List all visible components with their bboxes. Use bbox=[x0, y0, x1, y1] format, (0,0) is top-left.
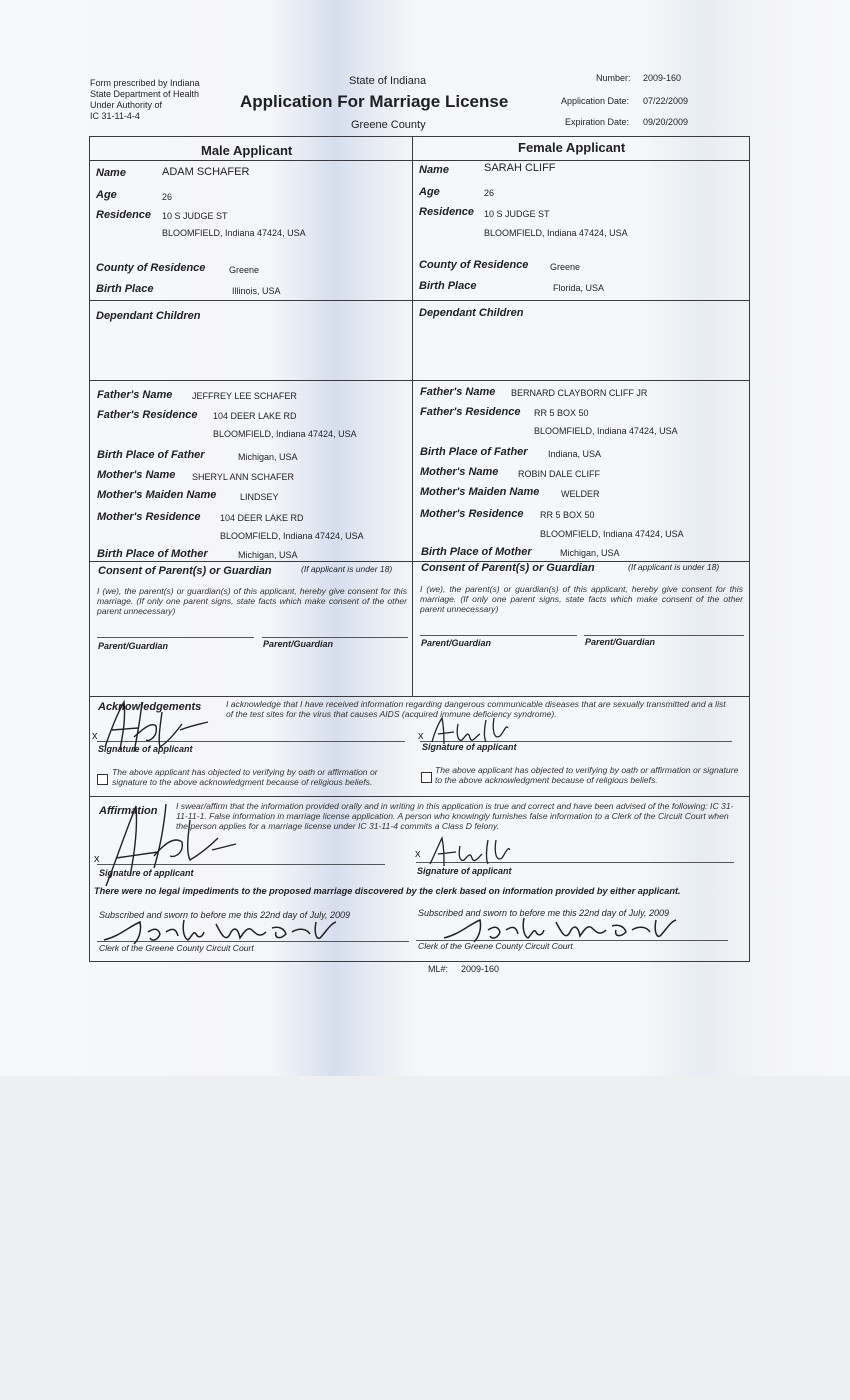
female-age-value: 26 bbox=[484, 188, 495, 198]
female-county-label: County of Residence bbox=[419, 259, 529, 271]
female-consent-note: (If applicant is under 18) bbox=[628, 562, 720, 572]
male-affirmation-signature bbox=[94, 796, 244, 896]
male-consent-note: (If applicant is under 18) bbox=[301, 564, 393, 574]
female-mother-name-label: Mother's Name bbox=[420, 466, 499, 478]
female-father-residence-label: Father's Residence bbox=[420, 406, 521, 418]
male-age-value: 26 bbox=[162, 192, 173, 202]
female-acknowledgement-signature bbox=[424, 714, 534, 754]
male-county-label: County of Residence bbox=[96, 262, 206, 274]
affirmation-text: I swear/affirm that the information provided orally and in writing in this application is true and correct and have been advised of the following: IC 31-11-11-1. False information in marriage license application. A person who knowingly furnishes false information to a Clerk of the Circuit Court when the person applies for a marriage license under IC 31-11-4 commits a Class D felony. bbox=[176, 801, 734, 831]
male-mother-name-label: Mother's Name bbox=[97, 469, 176, 481]
prescribed-line: Form prescribed by Indiana bbox=[90, 78, 200, 88]
female-consent-title: Consent of Parent(s) or Guardian bbox=[421, 562, 595, 574]
male-mother-name-value: SHERYL ANN SCHAFER bbox=[192, 472, 295, 482]
male-residence-line1: 10 S JUDGE ST bbox=[162, 211, 228, 221]
application-date-label: Application Date: bbox=[561, 96, 630, 106]
female-name-label: Name bbox=[419, 164, 449, 176]
female-mother-res-line2: BLOOMFIELD, Indiana 47424, USA bbox=[540, 529, 684, 539]
number-label: Number: bbox=[596, 73, 631, 83]
affirmation-title: Affirmation bbox=[99, 805, 158, 817]
male-clerk-label: Clerk of the Greene County Circuit Court bbox=[99, 943, 254, 953]
male-county-value: Greene bbox=[229, 265, 260, 275]
number-value: 2009-160 bbox=[643, 73, 682, 83]
male-affirm-x-mark: x bbox=[94, 853, 100, 865]
male-name-label: Name bbox=[96, 167, 126, 179]
male-parent-guardian-label-2: Parent/Guardian bbox=[263, 639, 334, 649]
male-father-name-value: JEFFREY LEE SCHAFER bbox=[192, 391, 297, 401]
male-name-value: ADAM SCHAFER bbox=[162, 166, 250, 178]
male-birth-place-value: Illinois, USA bbox=[232, 286, 281, 296]
male-mother-maiden-label: Mother's Maiden Name bbox=[97, 489, 217, 501]
female-affirm-x-mark: x bbox=[415, 848, 421, 860]
male-parent-signature-line-2 bbox=[262, 637, 408, 638]
female-mother-res-line1: RR 5 BOX 50 bbox=[540, 510, 595, 520]
female-name-value: SARAH CLIFF bbox=[484, 162, 556, 174]
county-name: Greene County bbox=[351, 119, 426, 131]
female-affirmation-signature bbox=[424, 834, 534, 874]
female-parent-signature-line-2 bbox=[584, 635, 744, 636]
male-residence-label: Residence bbox=[96, 209, 152, 221]
male-mother-maiden-value: LINDSEY bbox=[240, 492, 279, 502]
male-birth-place-label: Birth Place bbox=[96, 283, 154, 295]
male-father-name-label: Father's Name bbox=[97, 389, 173, 401]
female-father-name-label: Father's Name bbox=[420, 386, 496, 398]
no-impediments-statement: There were no legal impediments to the proposed marriage discovered by the clerk based on information provided by either applicant. bbox=[94, 886, 681, 896]
female-religious-objection-checkbox[interactable] bbox=[421, 772, 432, 783]
male-father-res-line2: BLOOMFIELD, Indiana 47424, USA bbox=[213, 429, 357, 439]
male-parent-guardian-label-1: Parent/Guardian bbox=[98, 641, 169, 651]
male-mother-res-line2: BLOOMFIELD, Indiana 47424, USA bbox=[220, 531, 364, 541]
female-mother-maiden-value: WELDER bbox=[561, 489, 600, 499]
state-name: State of Indiana bbox=[349, 75, 427, 87]
male-consent-text: I (we), the parent(s) or guardian(s) of this applicant, hereby give consent for this marriage. (If only one parent signs, state facts which make consent of the other parent unnecessary) bbox=[97, 586, 407, 616]
female-residence-line1: 10 S JUDGE ST bbox=[484, 209, 550, 219]
application-date-value: 07/22/2009 bbox=[643, 96, 689, 106]
male-mother-res-line1: 104 DEER LAKE RD bbox=[220, 513, 304, 523]
female-religious-objection-text: The above applicant has objected to verifying by oath or affirmation or signature to the above acknowledgment because of religious beliefs. bbox=[435, 765, 739, 785]
female-mother-birth-label: Birth Place of Mother bbox=[421, 546, 532, 558]
male-religious-objection-checkbox[interactable] bbox=[97, 774, 108, 785]
female-birth-place-value: Florida, USA bbox=[553, 283, 605, 293]
female-birth-place-label: Birth Place bbox=[419, 280, 477, 292]
female-affirm-signature-label: Signature of applicant bbox=[417, 866, 512, 876]
male-sworn-statement: Subscribed and sworn to before me this 22nd day of July, 2009 bbox=[99, 910, 350, 920]
female-clerk-signature bbox=[440, 912, 680, 946]
ml-number-label: ML#: bbox=[428, 964, 449, 974]
male-father-birth-label: Birth Place of Father bbox=[97, 449, 205, 461]
male-ack-x-mark: x bbox=[92, 730, 98, 742]
male-father-residence-label: Father's Residence bbox=[97, 409, 198, 421]
female-father-res-line1: RR 5 BOX 50 bbox=[534, 408, 589, 418]
female-mother-residence-label: Mother's Residence bbox=[420, 508, 524, 520]
female-applicant-heading: Female Applicant bbox=[518, 140, 626, 155]
female-mother-birth-value: Michigan, USA bbox=[560, 548, 620, 558]
male-mother-birth-label: Birth Place of Mother bbox=[97, 548, 208, 560]
female-mother-name-value: ROBIN DALE CLIFF bbox=[518, 469, 601, 479]
male-mother-residence-label: Mother's Residence bbox=[97, 511, 201, 523]
female-consent-text: I (we), the parent(s) or guardian(s) of this applicant, hereby give consent for this marriage. (If only one parent signs, state facts which make consent of the other parent unnecessary) bbox=[420, 584, 743, 614]
male-dependant-children-label: Dependant Children bbox=[96, 310, 201, 322]
rule-children bbox=[89, 380, 750, 381]
female-sworn-statement: Subscribed and sworn to before me this 22nd day of July, 2009 bbox=[418, 908, 669, 918]
male-mother-birth-value: Michigan, USA bbox=[238, 550, 298, 560]
female-parent-signature-line-1 bbox=[420, 635, 577, 636]
male-consent-title: Consent of Parent(s) or Guardian bbox=[98, 565, 272, 577]
female-residence-label: Residence bbox=[419, 206, 475, 218]
ml-number-value: 2009-160 bbox=[461, 964, 500, 974]
expiration-date-label: Expiration Date: bbox=[565, 117, 630, 127]
acknowledgement-text: I acknowledge that I have received information regarding dangerous communicable diseases that are sexually transmitted and a list of the test sites for the virus that causes AIDS (acquired immune deficiency syndrome). bbox=[226, 699, 726, 719]
prescribed-line: IC 31-11-4-4 bbox=[90, 111, 140, 121]
female-residence-line2: BLOOMFIELD, Indiana 47424, USA bbox=[484, 228, 628, 238]
expiration-date-value: 09/20/2009 bbox=[643, 117, 689, 127]
male-ack-signature-label: Signature of applicant bbox=[98, 744, 193, 754]
female-county-value: Greene bbox=[550, 262, 581, 272]
male-age-label: Age bbox=[96, 189, 117, 201]
female-ack-signature-label: Signature of applicant bbox=[422, 742, 517, 752]
prescribed-by-block bbox=[90, 78, 200, 122]
acknowledgement-title: Acknowledgements bbox=[98, 701, 202, 713]
female-father-birth-value: Indiana, USA bbox=[548, 449, 602, 459]
prescribed-line: Under Authority of bbox=[90, 100, 163, 110]
female-father-name-value: BERNARD CLAYBORN CLIFF JR bbox=[511, 388, 648, 398]
heading-rule bbox=[89, 160, 750, 161]
female-dependant-children-label: Dependant Children bbox=[419, 307, 524, 319]
male-residence-line2: BLOOMFIELD, Indiana 47424, USA bbox=[162, 228, 306, 238]
female-parent-guardian-label-1: Parent/Guardian bbox=[421, 638, 492, 648]
female-father-birth-label: Birth Place of Father bbox=[420, 446, 528, 458]
male-clerk-signature bbox=[100, 914, 340, 948]
prescribed-line: State Department of Health bbox=[90, 89, 200, 99]
male-religious-objection-text: The above applicant has objected to verifying by oath or affirmation or signature to the above acknowledgment because of religious beliefs. bbox=[112, 767, 378, 787]
female-parent-guardian-label-2: Parent/Guardian bbox=[585, 637, 656, 647]
column-divider bbox=[412, 136, 413, 697]
male-parent-signature-line-1 bbox=[97, 637, 254, 638]
female-mother-maiden-label: Mother's Maiden Name bbox=[420, 486, 540, 498]
female-age-label: Age bbox=[419, 186, 440, 198]
female-clerk-label: Clerk of the Greene County Circuit Court bbox=[418, 941, 573, 951]
rule-personal bbox=[89, 300, 750, 301]
female-ack-x-mark: x bbox=[418, 730, 424, 742]
page-title: Application For Marriage License bbox=[240, 92, 509, 111]
female-father-res-line2: BLOOMFIELD, Indiana 47424, USA bbox=[534, 426, 678, 436]
male-father-res-line1: 104 DEER LAKE RD bbox=[213, 411, 297, 421]
male-affirm-signature-label: Signature of applicant bbox=[99, 868, 194, 878]
male-applicant-heading: Male Applicant bbox=[201, 143, 293, 158]
male-acknowledgement-signature bbox=[90, 692, 220, 762]
male-father-birth-value: Michigan, USA bbox=[238, 452, 298, 462]
